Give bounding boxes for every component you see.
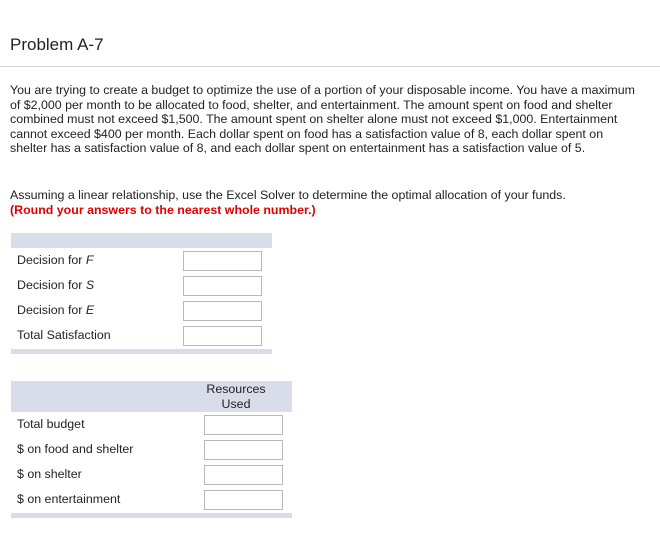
- decision-f-label: Decision for F: [17, 253, 94, 267]
- task-statement: [10, 188, 640, 217]
- title-divider: [0, 66, 660, 67]
- table-row: [11, 323, 272, 348]
- entertainment-input[interactable]: [204, 490, 283, 510]
- resources-table: [11, 381, 292, 518]
- decision-s-label: Decision for S: [17, 278, 95, 292]
- decision-table: [11, 233, 272, 354]
- resources-table-body: [11, 412, 292, 512]
- food-shelter-label: $ on food and shelter: [17, 442, 134, 456]
- shelter-label: $ on shelter: [17, 467, 82, 481]
- page-title: Problem A-7: [10, 35, 104, 54]
- decision-table-body: [11, 248, 272, 348]
- decision-s-input[interactable]: [183, 276, 262, 296]
- table-row: [11, 487, 292, 512]
- total-budget-input[interactable]: [204, 415, 283, 435]
- table-row: [11, 412, 292, 437]
- table-row: [11, 273, 272, 298]
- shelter-input[interactable]: [204, 465, 283, 485]
- total-budget-label: Total budget: [17, 417, 85, 431]
- problem-statement: You are trying to create a budget to optimize the use of a portion of your disposable income. You have a maximum of $2,000 per month to be allocated to food, shelter, and entertainment. The amount spent on food and shelter combined must not exceed $1,500. The amount spent on shelter alone must not exceed $1,000. Entertainment cannot exceed $400 per month. Each dollar spent on food has a satisfaction value of 8, each dollar spent on shelter has a satisfaction value of 8, and each dollar spent on entertainment has a satisfaction value of 5.: [10, 83, 635, 156]
- food-shelter-input[interactable]: [204, 440, 283, 460]
- resources-used-header: Resources Used: [206, 382, 266, 411]
- table-row: [11, 248, 272, 273]
- resources-table-footer: [11, 513, 292, 518]
- entertainment-label: $ on entertainment: [17, 492, 121, 506]
- table-row: [11, 437, 292, 462]
- decision-f-input[interactable]: [183, 251, 262, 271]
- decision-table-footer: [11, 349, 272, 354]
- decision-e-input[interactable]: [183, 301, 262, 321]
- task-text: Assuming a linear relationship, use the Excel Solver to determine the optimal allocation of your funds.: [10, 188, 566, 202]
- total-satisfaction-label: Total Satisfaction: [17, 328, 111, 342]
- decision-table-header: [11, 233, 272, 248]
- table-row: [11, 462, 292, 487]
- rounding-instruction: (Round your answers to the nearest whole number.): [10, 202, 316, 217]
- decision-e-label: Decision for E: [17, 303, 95, 317]
- table-row: [11, 298, 272, 323]
- resources-table-header: [11, 381, 292, 412]
- total-satisfaction-input[interactable]: [183, 326, 262, 346]
